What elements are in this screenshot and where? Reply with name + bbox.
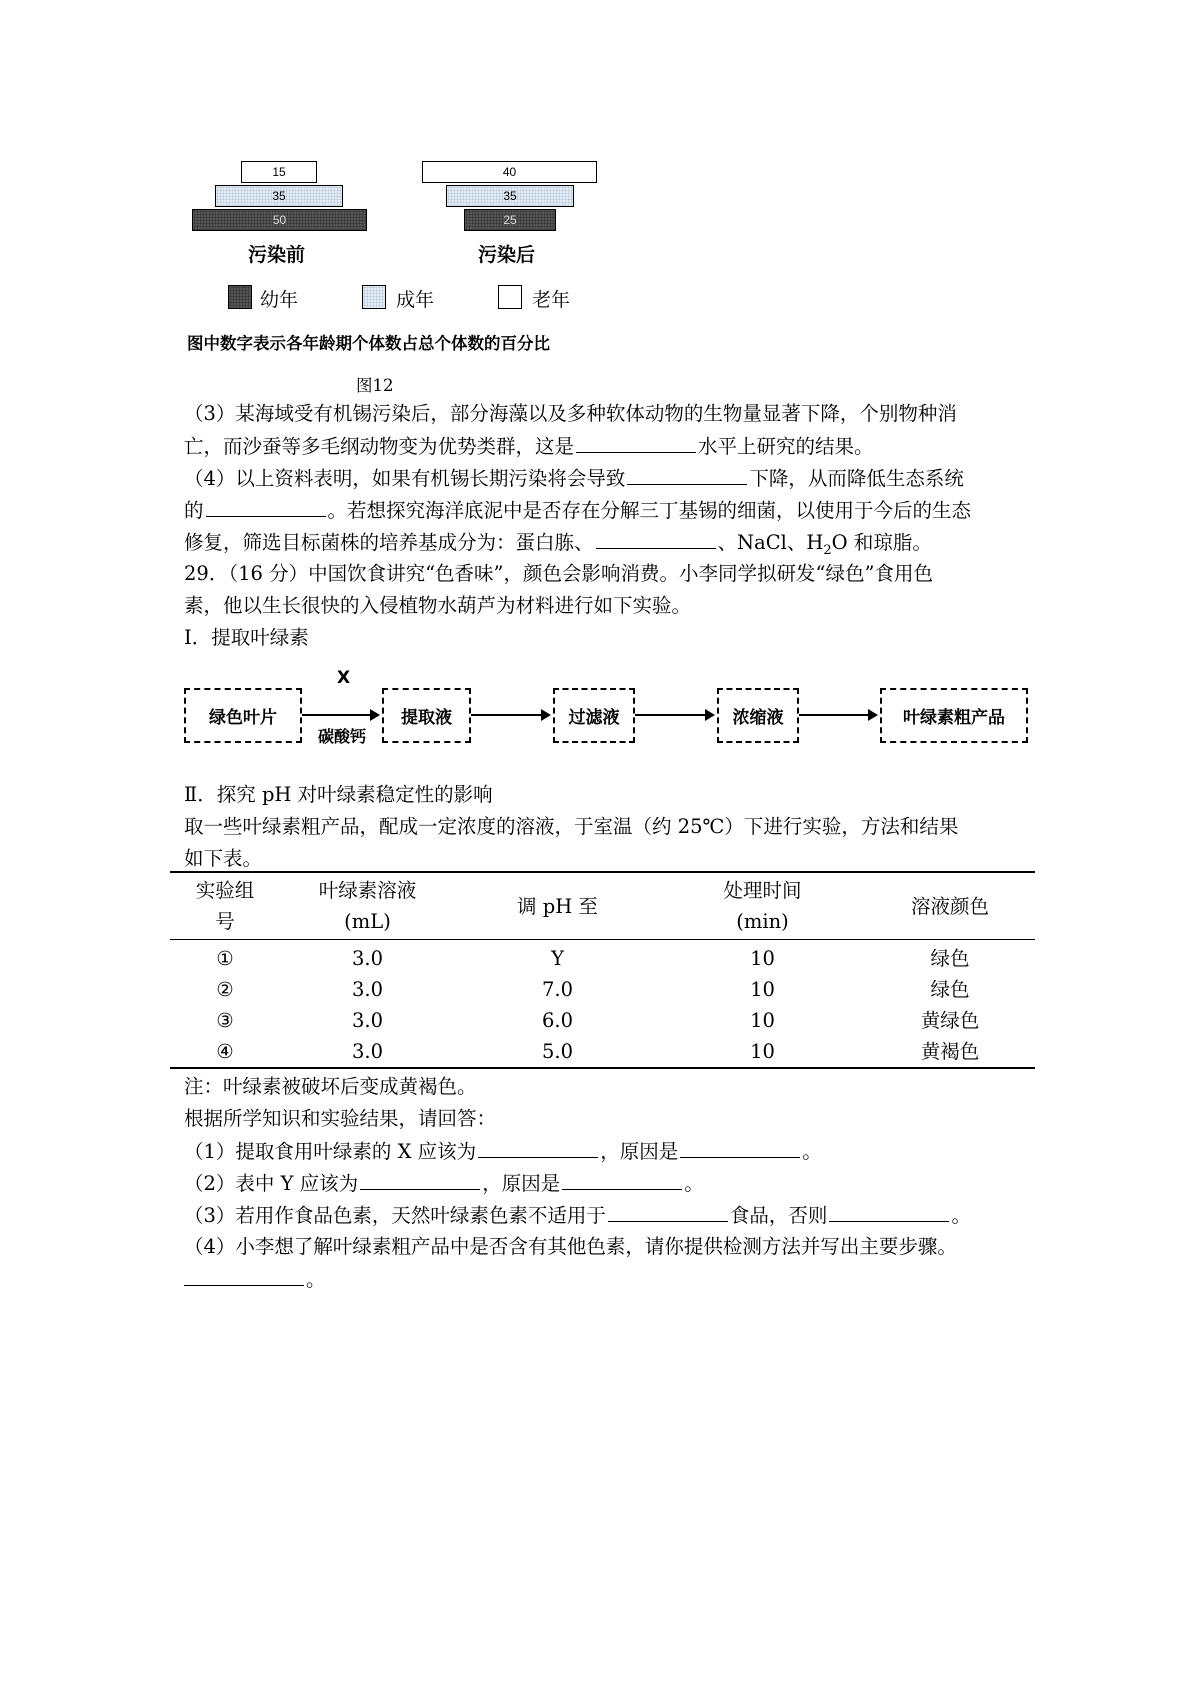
table-cell: 黄绿色 [920, 1009, 980, 1032]
table-header-row [170, 872, 1035, 940]
q4-line2 [184, 494, 971, 527]
table-row [170, 1036, 1035, 1068]
q1-text-c: 。 [802, 1140, 822, 1163]
answer-q4-blank-line [184, 1263, 326, 1296]
q1-text-b: ，原因是 [600, 1140, 679, 1163]
q2-text-b: ，原因是 [482, 1172, 561, 1195]
figure-label: 图12 [356, 376, 394, 395]
legend-old-swatch [498, 285, 522, 309]
section1-title: Ⅰ．提取叶绿素 [184, 626, 309, 649]
answer-q3 [184, 1199, 971, 1232]
flow-arrow-3 [635, 714, 713, 716]
pyramid-before-old-bar: 15 [241, 161, 317, 183]
header-line: 叶绿素溶液 [318, 879, 417, 902]
answer-blank[interactable] [680, 1135, 800, 1158]
q4-text-g: O 和琼脂。 [831, 531, 932, 554]
answer-blank[interactable] [576, 430, 696, 453]
table-cell: 5.0 [541, 1040, 573, 1063]
pyramid-after-old-bar: 40 [422, 161, 597, 183]
q29-line2: 素，他以生长很快的入侵植物水葫芦为材料进行如下实验。 [184, 594, 692, 617]
flow-label-x: X [337, 668, 351, 688]
table-cell: 3.0 [351, 978, 383, 1001]
table-cell: 6.0 [541, 1009, 573, 1032]
experiment-table [170, 871, 1035, 1069]
table-cell: 10 [750, 947, 775, 970]
pyramid-before-adult-bar: 35 [215, 185, 343, 207]
table-row [170, 974, 1035, 1005]
q3-line2 [184, 430, 874, 463]
table-header [455, 872, 660, 940]
q3-text-a: 亡，而沙蚕等多毛纲动物变为优势类群，这是 [184, 435, 575, 458]
flow-arrow-1 [302, 714, 378, 716]
q2-text-a: （2）表中 Y 应该为 [184, 1172, 359, 1195]
header-line: 溶液颜色 [910, 894, 989, 918]
flow-box-concentrate: 浓缩液 [717, 688, 799, 743]
flow-box-leaves: 绿色叶片 [184, 688, 302, 743]
pyramid-after-adult-bar: 35 [446, 185, 574, 207]
section2-line2: 如下表。 [184, 847, 263, 870]
answer-blank[interactable] [206, 494, 326, 517]
legend-old-label: 老年 [532, 289, 571, 311]
answer-blank[interactable] [608, 1199, 728, 1222]
table-cell: ① [216, 947, 234, 970]
table-cell: 绿色 [930, 978, 970, 1001]
flow-arrow-4 [799, 714, 876, 716]
q4-text-b: 下降，从而降低生态系统 [749, 467, 964, 490]
flow-label-caco3: 碳酸钙 [318, 727, 367, 746]
legend-adult-swatch [362, 285, 386, 309]
q1-text-a: （1）提取食用叶绿素的 X 应该为 [184, 1140, 477, 1163]
table-cell: ④ [216, 1040, 234, 1063]
header-line: 号 [215, 910, 235, 933]
legend-juvenile-swatch [228, 285, 252, 309]
questions-intro: 根据所学知识和实验结果，请回答： [184, 1107, 497, 1130]
table-row [170, 1005, 1035, 1036]
table-cell: ③ [216, 1009, 234, 1032]
header-line: 调 pH 至 [517, 894, 598, 918]
section2-line1: 取一些叶绿素粗产品，配成一定浓度的溶液，于室温（约 25℃）下进行实验，方法和结果 [184, 815, 959, 838]
table-row [170, 940, 1035, 975]
q2-text-c: 。 [684, 1172, 704, 1195]
header-line: (mL) [344, 910, 391, 933]
table-cell: 10 [750, 1009, 775, 1032]
table-cell: 3.0 [351, 1040, 383, 1063]
answer-blank[interactable] [627, 462, 747, 485]
header-line: (min) [736, 910, 789, 933]
q3-text-b: 水平上研究的结果。 [698, 435, 874, 458]
answer-q4: （4）小李想了解叶绿素粗产品中是否含有其他色素，请你提供检测方法并写出主要步骤。 [184, 1235, 957, 1258]
table-note: 注：叶绿素被破坏后变成黄褐色。 [184, 1075, 477, 1098]
pyramid-before-caption: 污染前 [248, 244, 306, 266]
q3-text-b: 食品，否则 [729, 1204, 828, 1227]
answer-blank[interactable] [184, 1263, 304, 1286]
q3-text-a: （3）若用作食品色素，天然叶绿素色素不适用于 [184, 1204, 606, 1227]
table-header [660, 872, 865, 940]
answer-q2 [184, 1167, 704, 1200]
answer-q1 [184, 1135, 822, 1168]
pyramid-before-juvenile-bar: 50 [192, 209, 367, 231]
flow-box-product: 叶绿素粗产品 [880, 688, 1028, 743]
header-line: 实验组 [195, 879, 255, 902]
subscript: 2 [823, 542, 832, 558]
q4-text-d: 。若想探究海洋底泥中是否存在分解三丁基锡的细菌，以使用于今后的生态 [327, 499, 972, 522]
answer-blank[interactable] [360, 1167, 480, 1190]
answer-blank[interactable] [562, 1167, 682, 1190]
header-line: 处理时间 [723, 879, 802, 902]
table-cell: 3.0 [351, 947, 383, 970]
q3-text-c: 。 [951, 1204, 971, 1227]
table-cell: 绿色 [930, 947, 970, 970]
table-header [280, 872, 455, 940]
table-cell: 10 [750, 978, 775, 1001]
flow-arrow-2 [471, 714, 549, 716]
q4-text-c: 的 [184, 499, 204, 522]
table-cell: ② [216, 978, 234, 1001]
q29-line1: 29．（16 分）中国饮食讲究“色香味”，颜色会影响消费。小李同学拟研发“绿色”食用色 [184, 562, 933, 585]
pyramid-after-juvenile-bar: 25 [464, 209, 556, 231]
q4-line1 [184, 462, 964, 495]
table-header [865, 872, 1035, 940]
pyramid-after-caption: 污染后 [478, 244, 536, 266]
table-cell: Y [551, 947, 564, 970]
q3-line1: （3）某海域受有机锡污染后，部分海藻以及多种软体动物的生物量显著下降，个别物种消 [184, 402, 957, 425]
q4-text-a: （4）以上资料表明，如果有机锡长期污染将会导致 [184, 467, 626, 490]
legend-adult-label: 成年 [396, 289, 435, 311]
answer-blank[interactable] [596, 526, 716, 549]
table-cell: 10 [750, 1040, 775, 1063]
table-cell: 黄褐色 [920, 1040, 980, 1063]
flow-box-filtrate: 过滤液 [553, 688, 635, 743]
figure-note: 图中数字表示各年龄期个体数占总个体数的百分比 [187, 334, 550, 353]
answer-blank[interactable] [478, 1135, 598, 1158]
q4-end: 。 [306, 1268, 326, 1291]
legend-juvenile-label: 幼年 [260, 289, 299, 311]
table-cell: 3.0 [351, 1009, 383, 1032]
answer-blank[interactable] [829, 1199, 949, 1222]
table-cell: 7.0 [541, 978, 573, 1001]
section2-title: Ⅱ．探究 pH 对叶绿素稳定性的影响 [184, 783, 493, 806]
q4-text-e: 修复，筛选目标菌株的培养基成分为：蛋白胨、 [184, 531, 594, 554]
flow-box-extract: 提取液 [382, 688, 471, 743]
table-header [170, 872, 280, 940]
q4-text-f: 、NaCl、H [717, 531, 824, 554]
